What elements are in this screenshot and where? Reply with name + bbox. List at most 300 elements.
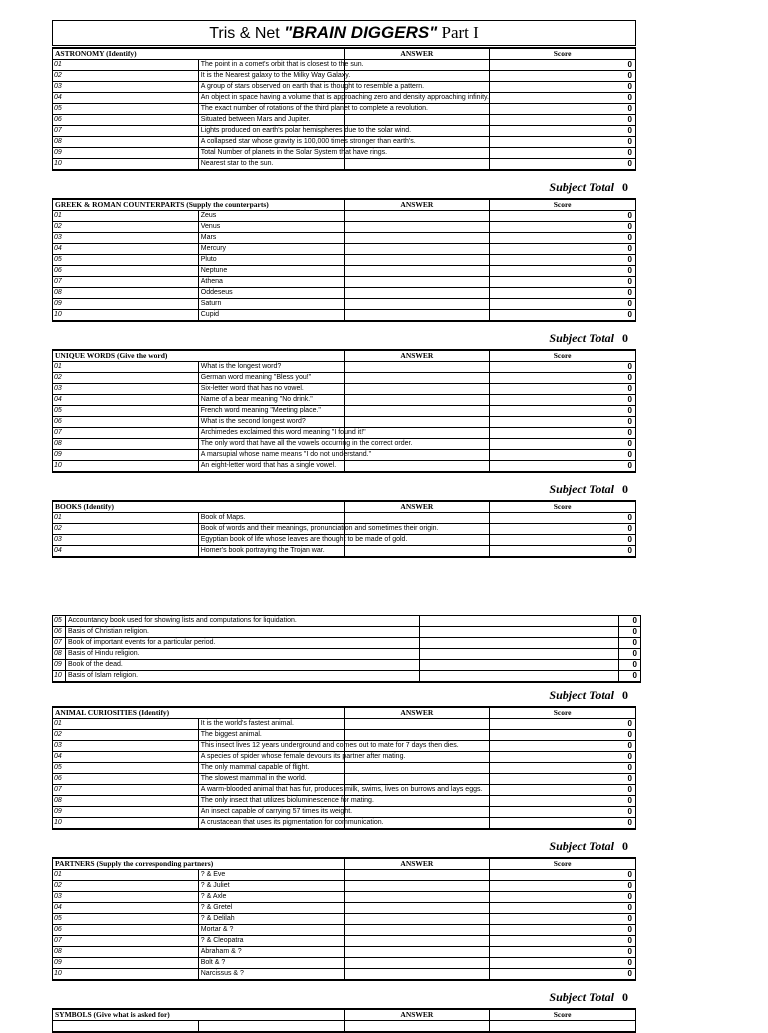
score-column-header: Score: [490, 501, 636, 513]
score-cell: 0: [490, 892, 636, 903]
score-cell: 0: [490, 310, 636, 322]
question-number: [53, 1021, 199, 1033]
question-row: [53, 255, 636, 266]
score-cell: 0: [490, 546, 636, 558]
answer-cell[interactable]: [344, 299, 490, 310]
score-cell: 0: [490, 159, 636, 171]
section-header-row: [53, 707, 636, 719]
question-row: [53, 222, 636, 233]
question-row: [53, 752, 636, 763]
subject-total: [52, 482, 636, 498]
question-text: ? & Delilah: [198, 914, 344, 925]
question-text: Oddeseus: [198, 288, 344, 299]
question-text: ? & Axle: [198, 892, 344, 903]
question-number: 05: [53, 914, 199, 925]
question-row: [53, 159, 636, 171]
score-cell: 0: [490, 395, 636, 406]
question-number: 04: [53, 93, 199, 104]
score-cell: 0: [490, 752, 636, 763]
subject-total: [52, 990, 636, 1006]
score-cell: 0: [490, 763, 636, 774]
question-text: Mortar & ?: [198, 925, 344, 936]
answer-cell[interactable]: [420, 671, 619, 683]
question-text: Book of words and their meanings, pronunciation and sometimes their origin.: [198, 524, 344, 535]
question-row: [53, 126, 636, 137]
subject-total-label: Subject Total: [549, 990, 614, 1004]
question-row: [53, 244, 636, 255]
question-number: 08: [53, 649, 66, 660]
quiz-section-table: [52, 857, 636, 981]
question-row: [53, 958, 636, 969]
question-row: [53, 936, 636, 947]
answer-column-header: ANSWER: [344, 501, 490, 513]
score-cell: 0: [490, 958, 636, 969]
question-row: [53, 741, 636, 752]
section-header: GREEK & ROMAN COUNTERPARTS (Supply the counterparts): [53, 199, 345, 211]
question-number: 10: [53, 310, 199, 322]
question-number: 02: [53, 730, 199, 741]
score-cell: 0: [490, 266, 636, 277]
question-text: An insect capable of carrying 57 times its weight.: [198, 807, 344, 818]
answer-cell[interactable]: [344, 373, 490, 384]
question-text: An eight-letter word that has a single vowel.: [198, 461, 344, 473]
question-number: 05: [53, 763, 199, 774]
question-row: [53, 796, 636, 807]
subject-total-value: 0: [622, 331, 628, 345]
question-text: What is the longest word?: [198, 362, 344, 373]
question-text: Pluto: [198, 255, 344, 266]
score-cell: 0: [490, 71, 636, 82]
question-row: [53, 535, 636, 546]
question-row: [53, 439, 636, 450]
subject-total-label: Subject Total: [549, 331, 614, 345]
page-title: [52, 20, 636, 46]
question-text: Athena: [198, 277, 344, 288]
question-row: [53, 71, 636, 82]
question-number: 01: [53, 513, 199, 524]
answer-cell[interactable]: [344, 362, 490, 373]
answer-cell[interactable]: [344, 719, 490, 730]
question-row: [53, 969, 636, 981]
question-number: 08: [53, 796, 199, 807]
subject-total: [52, 180, 636, 196]
question-number: 04: [53, 395, 199, 406]
subject-total-value: 0: [622, 839, 628, 853]
question-number: 02: [53, 881, 199, 892]
score-cell: 0: [490, 384, 636, 395]
question-text: Archimedes exclaimed this word meaning "I found it!": [198, 428, 344, 439]
subject-total-value: 0: [622, 180, 628, 194]
score-cell: 0: [619, 671, 641, 683]
section-header: ASTRONOMY (Identify): [53, 48, 345, 60]
question-number: 06: [53, 115, 199, 126]
question-text: Basis of Christian religion.: [66, 627, 420, 638]
answer-cell[interactable]: [344, 807, 490, 818]
score-cell: 0: [490, 277, 636, 288]
question-row: [53, 892, 636, 903]
answer-cell[interactable]: [344, 546, 490, 558]
question-text: A species of spider whose female devours its partner after mating.: [198, 752, 344, 763]
subject-total-label: Subject Total: [549, 839, 614, 853]
question-text: Egyptian book of life whose leaves are thought to be made of gold.: [198, 535, 344, 546]
score-cell: 0: [490, 428, 636, 439]
answer-cell[interactable]: [420, 649, 619, 660]
question-row: [53, 818, 636, 830]
question-row: [53, 277, 636, 288]
answer-cell[interactable]: [344, 730, 490, 741]
score-cell: 0: [490, 93, 636, 104]
question-number: 08: [53, 288, 199, 299]
answer-cell[interactable]: [344, 903, 490, 914]
question-row: [53, 137, 636, 148]
section-header: ANIMAL CURIOSITIES (Identify): [53, 707, 345, 719]
score-cell: 0: [490, 362, 636, 373]
question-text: Mars: [198, 233, 344, 244]
answer-cell[interactable]: [344, 255, 490, 266]
question-number: 09: [53, 299, 199, 310]
question-text: Saturn: [198, 299, 344, 310]
question-text: Basis of Hindu religion.: [66, 649, 420, 660]
subject-total: [52, 331, 636, 347]
question-row: [53, 914, 636, 925]
question-row: [53, 616, 641, 627]
score-cell: 0: [490, 969, 636, 981]
question-text: Lights produced on earth's polar hemispheres due to the solar wind.: [198, 126, 344, 137]
question-row: [53, 925, 636, 936]
quiz-section-table: [52, 47, 636, 171]
score-cell: 0: [490, 406, 636, 417]
question-text: A warm-blooded animal that has fur, produces milk, swims, lives on burrows and lays eggs.: [198, 785, 344, 796]
question-row: [53, 288, 636, 299]
question-text: Book of important events for a particular period.: [66, 638, 420, 649]
score-cell: 0: [490, 903, 636, 914]
question-number: 01: [53, 870, 199, 881]
score-cell: 0: [490, 60, 636, 71]
question-number: 10: [53, 969, 199, 981]
question-number: 04: [53, 903, 199, 914]
answer-cell[interactable]: [344, 914, 490, 925]
score-column-header: Score: [490, 350, 636, 362]
question-number: 10: [53, 671, 66, 683]
section-header-row: [53, 858, 636, 870]
quiz-section-table: [52, 198, 636, 322]
question-row: [53, 395, 636, 406]
question-text: It is the Nearest galaxy to the Milky Way Galaxy.: [198, 71, 344, 82]
question-text: German word meaning "Bless you!": [198, 373, 344, 384]
score-cell: 0: [619, 627, 641, 638]
answer-cell[interactable]: [344, 406, 490, 417]
question-text: A crustacean that uses its pigmentation for communication.: [198, 818, 344, 830]
question-text: Zeus: [198, 211, 344, 222]
answer-cell[interactable]: [420, 616, 619, 627]
question-number: 08: [53, 137, 199, 148]
question-row: [53, 546, 636, 558]
question-row: [53, 870, 636, 881]
score-cell: 0: [490, 104, 636, 115]
score-cell: 0: [490, 914, 636, 925]
question-number: 03: [53, 892, 199, 903]
question-text: It is the world's fastest animal.: [198, 719, 344, 730]
answer-cell[interactable]: [344, 310, 490, 322]
score-cell: 0: [490, 535, 636, 546]
question-text: Bolt & ?: [198, 958, 344, 969]
answer-cell[interactable]: [420, 627, 619, 638]
question-number: 05: [53, 616, 66, 627]
score-cell: 0: [490, 461, 636, 473]
question-row: [53, 461, 636, 473]
score-cell: 0: [490, 255, 636, 266]
question-row: [53, 148, 636, 159]
question-row: [53, 310, 636, 322]
score-cell: 0: [490, 719, 636, 730]
question-text: Narcissus & ?: [198, 969, 344, 981]
question-number: 04: [53, 244, 199, 255]
title-prefix: Tris & Net: [209, 25, 285, 42]
section-header: BOOKS (Identify): [53, 501, 345, 513]
question-row: [53, 660, 641, 671]
answer-cell[interactable]: [344, 969, 490, 981]
answer-cell[interactable]: [344, 763, 490, 774]
question-row: [53, 406, 636, 417]
quiz-section-table: [52, 615, 641, 683]
question-text: Venus: [198, 222, 344, 233]
score-cell: 0: [490, 82, 636, 93]
answer-cell[interactable]: [344, 1021, 490, 1033]
question-row: [53, 719, 636, 730]
question-row: [53, 60, 636, 71]
score-cell: 0: [490, 785, 636, 796]
question-number: 06: [53, 266, 199, 277]
question-number: 03: [53, 82, 199, 93]
answer-cell[interactable]: [344, 513, 490, 524]
question-row: [53, 104, 636, 115]
question-text: The only mammal capable of flight.: [198, 763, 344, 774]
answer-cell[interactable]: [344, 958, 490, 969]
question-row: [53, 233, 636, 244]
answer-cell[interactable]: [344, 71, 490, 82]
score-column-header: Score: [490, 1009, 636, 1021]
section-header: UNIQUE WORDS (Give the word): [53, 350, 345, 362]
answer-cell[interactable]: [344, 395, 490, 406]
question-number: 07: [53, 277, 199, 288]
question-number: 02: [53, 373, 199, 384]
question-text: Name of a bear meaning "No drink.": [198, 395, 344, 406]
question-row: [53, 373, 636, 384]
score-cell: 0: [490, 439, 636, 450]
section-header-row: [53, 48, 636, 60]
answer-cell[interactable]: [344, 881, 490, 892]
question-text: Homer's book portraying the Trojan war.: [198, 546, 344, 558]
score-cell: 0: [490, 373, 636, 384]
title-part: Part I: [437, 23, 479, 42]
answer-column-header: ANSWER: [344, 707, 490, 719]
question-number: 07: [53, 785, 199, 796]
score-cell: 0: [490, 115, 636, 126]
question-row: [53, 513, 636, 524]
question-row: [53, 785, 636, 796]
answer-cell[interactable]: [344, 60, 490, 71]
score-cell: 0: [490, 222, 636, 233]
score-column-header: Score: [490, 858, 636, 870]
question-text: Neptune: [198, 266, 344, 277]
question-row: [53, 211, 636, 222]
score-cell: 0: [619, 649, 641, 660]
subject-total-label: Subject Total: [549, 482, 614, 496]
answer-cell[interactable]: [344, 417, 490, 428]
question-text: A collapsed star whose gravity is 100,000 times stronger than earth's.: [198, 137, 344, 148]
score-cell: 0: [619, 616, 641, 627]
question-row: [53, 763, 636, 774]
score-cell: 0: [490, 211, 636, 222]
question-number: 09: [53, 450, 199, 461]
question-text: The biggest animal.: [198, 730, 344, 741]
question-row: [53, 417, 636, 428]
question-row: [53, 266, 636, 277]
score-cell: 0: [490, 148, 636, 159]
question-number: 03: [53, 535, 199, 546]
question-text: Six-letter word that has no vowel.: [198, 384, 344, 395]
score-cell: 0: [490, 513, 636, 524]
question-number: 07: [53, 936, 199, 947]
question-text: ? & Cleopatra: [198, 936, 344, 947]
subject-total: [52, 688, 636, 704]
question-row: [53, 649, 641, 660]
question-text: The point in a comet's orbit that is closest to the sun.: [198, 60, 344, 71]
question-number: 02: [53, 524, 199, 535]
question-text: Cupid: [198, 310, 344, 322]
question-number: 10: [53, 159, 199, 171]
question-row: [53, 115, 636, 126]
question-row: [53, 93, 636, 104]
answer-cell[interactable]: [344, 925, 490, 936]
subject-total-label: Subject Total: [549, 180, 614, 194]
question-number: 09: [53, 148, 199, 159]
subject-total-value: 0: [622, 482, 628, 496]
quiz-section-table: [52, 706, 636, 830]
question-text: Abraham & ?: [198, 947, 344, 958]
score-cell: 0: [490, 244, 636, 255]
score-cell: 0: [490, 947, 636, 958]
answer-cell[interactable]: [344, 461, 490, 473]
answer-cell[interactable]: [344, 244, 490, 255]
question-number: 01: [53, 719, 199, 730]
answer-cell[interactable]: [344, 115, 490, 126]
section-header-row: [53, 1009, 636, 1021]
question-number: 06: [53, 627, 66, 638]
question-text: [198, 1021, 344, 1033]
question-text: Total Number of planets in the Solar System that have rings.: [198, 148, 344, 159]
question-row: [53, 450, 636, 461]
question-number: 01: [53, 60, 199, 71]
score-cell: 0: [490, 137, 636, 148]
answer-cell[interactable]: [344, 288, 490, 299]
question-text: The only word that have all the vowels occurring in the correct order.: [198, 439, 344, 450]
score-cell: 0: [490, 936, 636, 947]
question-row: [53, 774, 636, 785]
answer-column-header: ANSWER: [344, 858, 490, 870]
answer-cell[interactable]: [344, 870, 490, 881]
question-text: Situated between Mars and Jupiter.: [198, 115, 344, 126]
quiz-section-table: [52, 349, 636, 473]
question-number: 10: [53, 461, 199, 473]
answer-cell[interactable]: [420, 638, 619, 649]
score-cell: 0: [490, 730, 636, 741]
question-number: 09: [53, 807, 199, 818]
question-number: 05: [53, 406, 199, 417]
score-cell: 0: [490, 450, 636, 461]
question-row: [53, 1021, 636, 1033]
answer-cell[interactable]: [344, 266, 490, 277]
question-text: The exact number of rotations of the third planet to complete a revolution.: [198, 104, 344, 115]
answer-cell[interactable]: [420, 660, 619, 671]
question-number: 07: [53, 428, 199, 439]
answer-cell[interactable]: [344, 384, 490, 395]
answer-cell[interactable]: [344, 947, 490, 958]
question-number: 06: [53, 417, 199, 428]
quiz-section-table: [52, 500, 636, 558]
section-header-row: [53, 501, 636, 513]
question-number: 07: [53, 638, 66, 649]
answer-cell[interactable]: [344, 277, 490, 288]
question-row: [53, 947, 636, 958]
score-cell: [490, 1021, 636, 1033]
answer-cell[interactable]: [344, 159, 490, 171]
answer-cell[interactable]: [344, 936, 490, 947]
question-number: 08: [53, 947, 199, 958]
score-cell: 0: [490, 796, 636, 807]
score-cell: 0: [490, 818, 636, 830]
question-text: The only insect that utilizes bioluminescence for mating.: [198, 796, 344, 807]
question-number: 09: [53, 660, 66, 671]
question-text: What is the second longest word?: [198, 417, 344, 428]
question-row: [53, 638, 641, 649]
score-cell: 0: [490, 524, 636, 535]
answer-cell[interactable]: [344, 222, 490, 233]
subject-total: [52, 839, 636, 855]
subject-total-value: 0: [622, 990, 628, 1004]
question-row: [53, 524, 636, 535]
question-number: 03: [53, 741, 199, 752]
score-cell: 0: [490, 881, 636, 892]
question-row: [53, 82, 636, 93]
title-main: "BRAIN DIGGERS": [284, 23, 438, 42]
question-number: 02: [53, 222, 199, 233]
answer-cell[interactable]: [344, 211, 490, 222]
question-text: A group of stars observed on earth that is thought to resemble a pattern.: [198, 82, 344, 93]
section-header-row: [53, 350, 636, 362]
question-number: 02: [53, 71, 199, 82]
answer-cell[interactable]: [344, 774, 490, 785]
score-column-header: Score: [490, 48, 636, 60]
answer-column-header: ANSWER: [344, 350, 490, 362]
question-number: 06: [53, 925, 199, 936]
question-row: [53, 384, 636, 395]
question-number: 10: [53, 818, 199, 830]
score-cell: 0: [619, 638, 641, 649]
score-cell: 0: [490, 417, 636, 428]
answer-column-header: ANSWER: [344, 48, 490, 60]
question-number: 01: [53, 211, 199, 222]
subject-total-label: Subject Total: [549, 688, 614, 702]
answer-cell[interactable]: [344, 892, 490, 903]
question-number: 08: [53, 439, 199, 450]
question-text: The slowest mammal in the world.: [198, 774, 344, 785]
answer-cell[interactable]: [344, 233, 490, 244]
question-text: Accountancy book used for showing lists and computations for liquidation.: [66, 616, 420, 627]
subject-total-value: 0: [622, 688, 628, 702]
score-cell: 0: [490, 925, 636, 936]
score-cell: 0: [490, 870, 636, 881]
